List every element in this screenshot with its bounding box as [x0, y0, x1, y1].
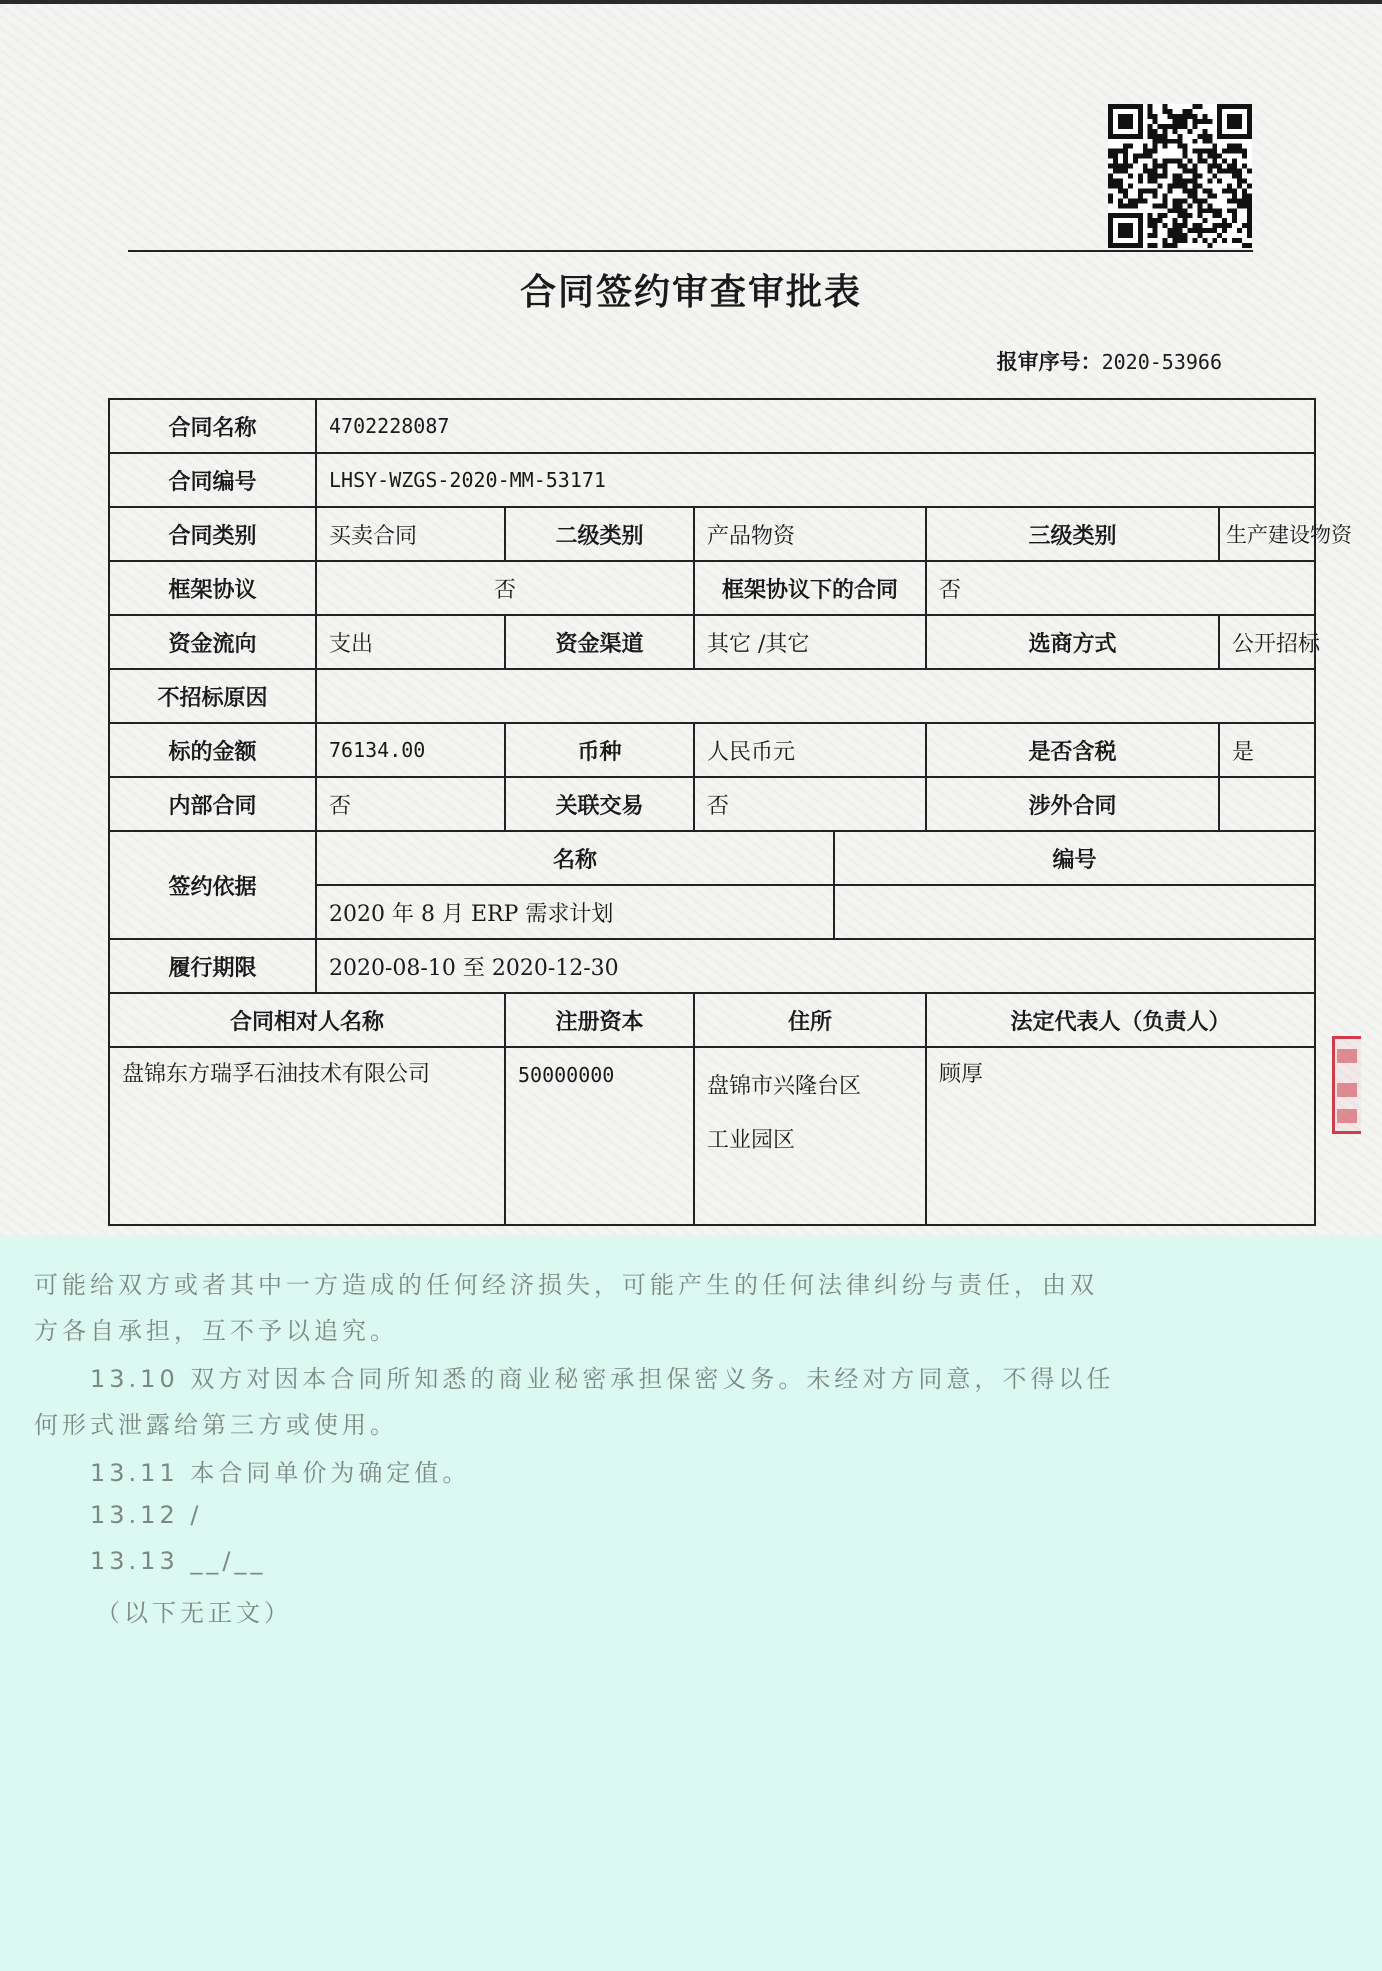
category-label: 合同类别: [109, 507, 316, 561]
table-row: [109, 1047, 1315, 1225]
basis-name-header: 名称: [316, 831, 834, 885]
foreign-label: 涉外合同: [926, 777, 1219, 831]
party-address-line2: 工业园区: [707, 1128, 796, 1153]
basis-label: 签约依据: [109, 831, 316, 939]
selection-value: 公开招标: [1219, 615, 1315, 669]
internal-value: 否: [316, 777, 505, 831]
party-name-value: 盘锦东方瑞孚石油技术有限公司: [109, 1047, 505, 1225]
table-row: [109, 939, 1315, 993]
seal-mark: [1337, 1049, 1357, 1063]
no-bid-reason-value: [316, 669, 1315, 723]
overlay-line-8: （以下无正文）: [96, 1599, 292, 1627]
overlay-line-3: 13.10 双方对因本合同所知悉的商业秘密承担保密义务。未经对方同意，不得以任: [90, 1365, 1115, 1393]
framework-contract-label: 框架协议下的合同: [694, 561, 926, 615]
table-row: [109, 399, 1315, 453]
basis-number-value: [834, 885, 1315, 939]
category3-label: 三级类别: [926, 507, 1219, 561]
serial-value: 2020-53966: [1101, 350, 1222, 374]
table-row: [109, 561, 1315, 615]
table-row: [109, 777, 1315, 831]
fund-flow-label: 资金流向: [109, 615, 316, 669]
basis-number-header: 编号: [834, 831, 1315, 885]
contract-name-label: 合同名称: [109, 399, 316, 453]
basis-name-value: 2020 年 8 月 ERP 需求计划: [316, 885, 834, 939]
framework-label: 框架协议: [109, 561, 316, 615]
overlay-line-2: 方各自承担，互不予以追究。: [34, 1317, 398, 1345]
fund-channel-label: 资金渠道: [505, 615, 694, 669]
qr-code-icon: [1108, 104, 1252, 248]
period-value: 2020-08-10 至 2020-12-30: [316, 939, 1315, 993]
serial-number: [997, 346, 1222, 376]
overlay-line-6: 13.12 /: [90, 1501, 203, 1529]
seal-mark: [1337, 1083, 1357, 1097]
party-rep-header: 法定代表人（负责人）: [926, 993, 1315, 1047]
table-row: [109, 831, 1315, 885]
table-row: [109, 453, 1315, 507]
party-capital-header: 注册资本: [505, 993, 694, 1047]
category2-label: 二级类别: [505, 507, 694, 561]
amount-label: 标的金额: [109, 723, 316, 777]
overlay-line-7: 13.13 __/__: [90, 1547, 267, 1575]
contract-no-value: LHSY-WZGS-2020-MM-53171: [316, 453, 1315, 507]
party-name-header: 合同相对人名称: [109, 993, 505, 1047]
tax-included-label: 是否含税: [926, 723, 1219, 777]
framework-value: 否: [316, 561, 694, 615]
amount-value: 76134.00: [316, 723, 505, 777]
period-label: 履行期限: [109, 939, 316, 993]
party-address-header: 住所: [694, 993, 926, 1047]
table-row: [109, 507, 1315, 561]
overlay-page: [0, 1235, 1382, 1971]
table-row: [109, 993, 1315, 1047]
page-title: 合同签约审查审批表: [519, 271, 862, 313]
selection-label: 选商方式: [926, 615, 1219, 669]
related-value: 否: [694, 777, 926, 831]
party-rep-value: 顾厚: [926, 1047, 1315, 1225]
party-capital-value: 50000000: [505, 1047, 694, 1225]
category3-value: [1219, 507, 1352, 561]
category2-value: 产品物资: [694, 507, 926, 561]
fund-flow-value: 支出: [316, 615, 505, 669]
internal-label: 内部合同: [109, 777, 316, 831]
no-bid-reason-label: 不招标原因: [109, 669, 316, 723]
category3-text: 生产建设物资: [1226, 523, 1352, 547]
overlay-line-4: 何形式泄露给第三方或使用。: [34, 1411, 398, 1439]
contract-name-value: 4702228087: [316, 399, 1315, 453]
framework-contract-value: 否: [926, 561, 1315, 615]
related-label: 关联交易: [505, 777, 694, 831]
currency-label: 币种: [505, 723, 694, 777]
party-address-value: [694, 1047, 926, 1225]
overlay-line-1: 可能给双方或者其中一方造成的任何经济损失，可能产生的任何法律纠纷与责任，由双: [34, 1271, 1098, 1299]
red-seal-stamp: [1332, 1036, 1361, 1134]
overlay-line-5: 13.11 本合同单价为确定值。: [90, 1459, 471, 1487]
table-row: [109, 669, 1315, 723]
table-row: [109, 615, 1315, 669]
header-rule: [128, 250, 1253, 252]
currency-value: 人民币元: [694, 723, 926, 777]
approval-table: [108, 398, 1352, 1226]
table-row: [109, 723, 1315, 777]
fund-channel-value: 其它 /其它: [694, 615, 926, 669]
category-value: 买卖合同: [316, 507, 505, 561]
party-address-line1: 盘锦市兴隆台区: [707, 1074, 862, 1099]
tax-included-value: 是: [1219, 723, 1315, 777]
serial-label: 报审序号：: [996, 349, 1102, 374]
scan-edge: [0, 0, 1382, 4]
contract-no-label: 合同编号: [109, 453, 316, 507]
foreign-value: [1219, 777, 1315, 831]
seal-mark: [1337, 1109, 1357, 1123]
